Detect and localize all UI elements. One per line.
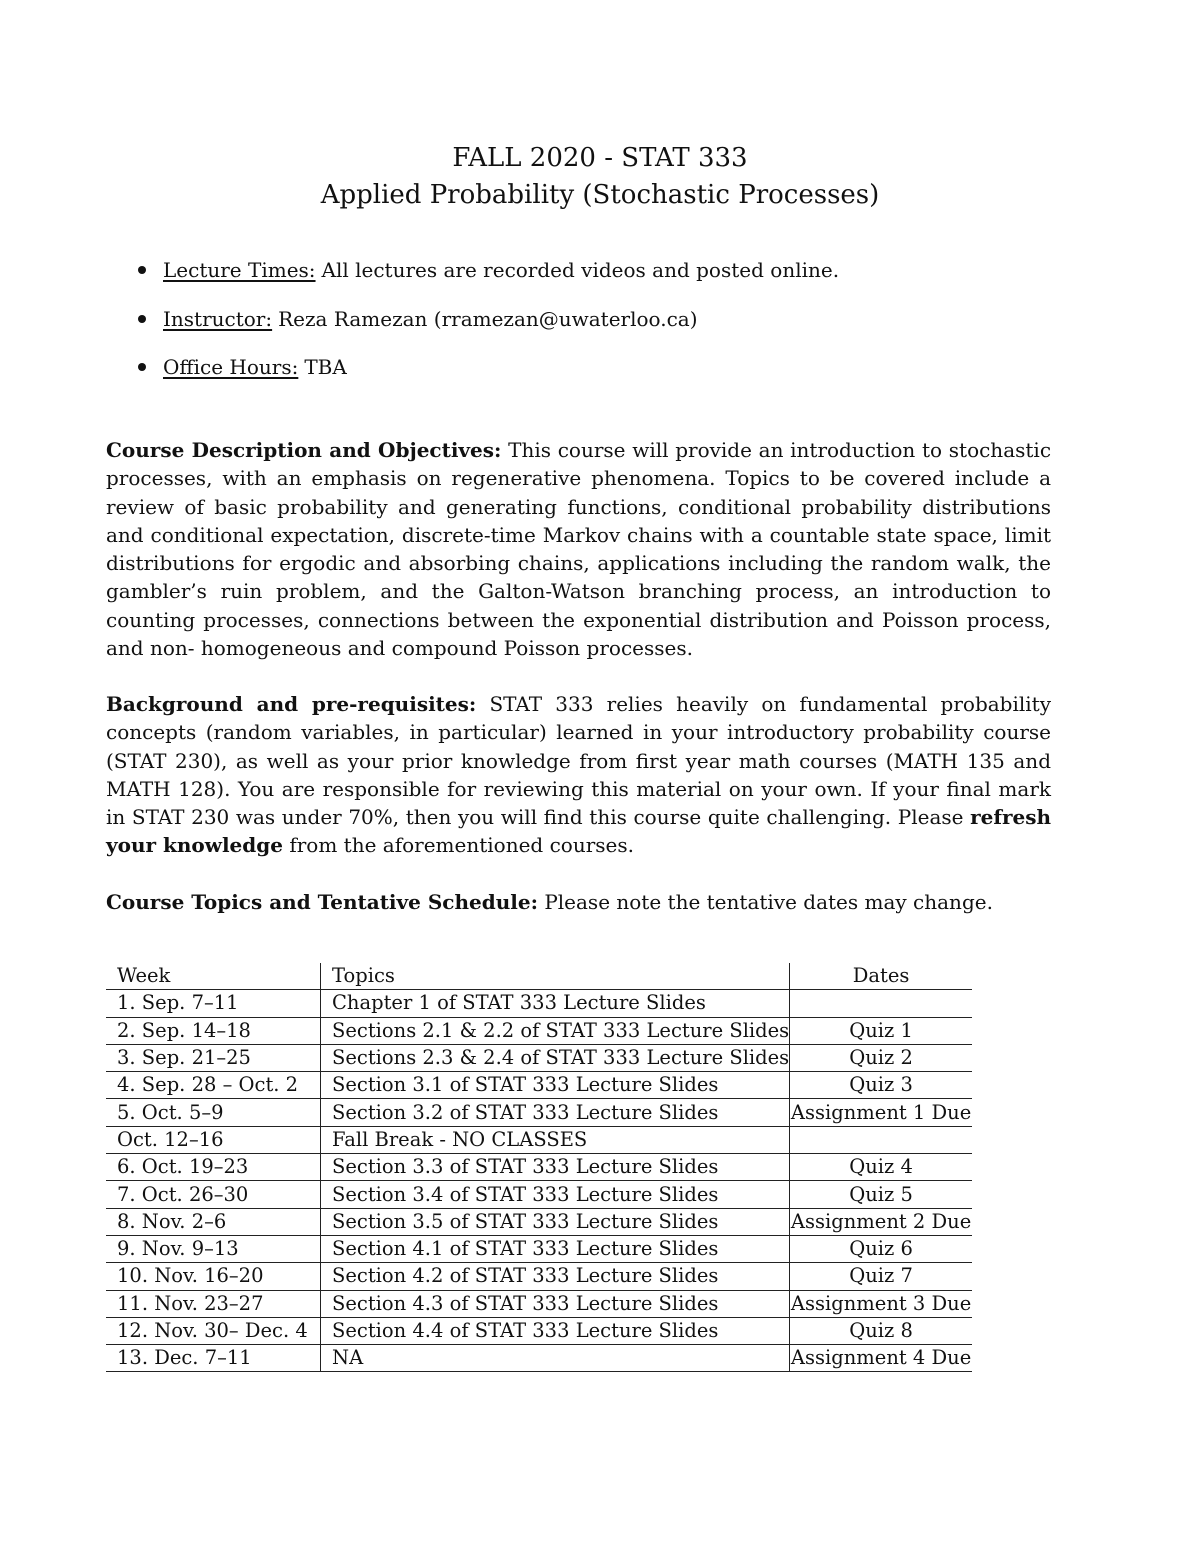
cell-week: 7. Oct. 26–30 — [106, 1181, 321, 1208]
course-code-title: FALL 2020 - STAT 333 — [452, 143, 748, 173]
cell-week: 11. Nov. 23–27 — [106, 1290, 321, 1317]
cell-topic: Sections 2.3 & 2.4 of STAT 333 Lecture Slides — [321, 1044, 790, 1071]
cell-week: 13. Dec. 7–11 — [106, 1345, 321, 1372]
course-description-paragraph — [106, 436, 1051, 662]
cell-date: Quiz 8 — [790, 1317, 972, 1344]
header-dates: Dates — [790, 963, 972, 990]
cell-week: 6. Oct. 19–23 — [106, 1154, 321, 1181]
bullet-icon — [138, 266, 146, 274]
cell-date: Assignment 3 Due — [790, 1290, 972, 1317]
info-value: Reza Ramezan (rramezan@uwaterloo.ca) — [278, 306, 698, 331]
cell-topic: Sections 2.1 & 2.2 of STAT 333 Lecture Slides — [321, 1017, 790, 1044]
table-header-row — [106, 963, 972, 990]
cell-week: 3. Sep. 21–25 — [106, 1044, 321, 1071]
cell-week: 2. Sep. 14–18 — [106, 1017, 321, 1044]
table-row — [106, 1072, 972, 1099]
cell-week: 4. Sep. 28 – Oct. 2 — [106, 1072, 321, 1099]
info-item-instructor — [135, 303, 839, 352]
cell-topic: NA — [321, 1345, 790, 1372]
cell-topic: Section 3.1 of STAT 333 Lecture Slides — [321, 1072, 790, 1099]
cell-date: Assignment 4 Due — [790, 1345, 972, 1372]
cell-topic: Section 4.3 of STAT 333 Lecture Slides — [321, 1290, 790, 1317]
cell-date: Assignment 2 Due — [790, 1208, 972, 1235]
cell-week: 10. Nov. 16–20 — [106, 1263, 321, 1290]
description-heading: Course Description and Objectives: — [106, 438, 502, 462]
table-row — [106, 990, 972, 1017]
background-heading: Background and pre-requisites: — [106, 692, 477, 716]
info-item-office-hours — [135, 351, 839, 400]
cell-week: 12. Nov. 30– Dec. 4 — [106, 1317, 321, 1344]
cell-topic: Fall Break - NO CLASSES — [321, 1126, 790, 1153]
bullet-icon — [138, 315, 146, 323]
background-text: STAT 333 relies heavily on fundamental probability concepts (random variables, in particular) learned in your introductory probability course (STAT 230), as well as your prior knowledge from first year math courses (MATH 135 and MATH 128). You are responsible for reviewing this material on your own. If your final mark in STAT 230 was under 70%, then you will find this course quite challenging. Please — [106, 692, 1051, 830]
course-info-list — [135, 254, 839, 400]
background-paragraph — [106, 690, 1051, 860]
table-row — [106, 1181, 972, 1208]
cell-date — [790, 990, 972, 1017]
cell-topic: Chapter 1 of STAT 333 Lecture Slides — [321, 990, 790, 1017]
cell-date: Quiz 2 — [790, 1044, 972, 1071]
cell-date: Quiz 4 — [790, 1154, 972, 1181]
table-row — [106, 1126, 972, 1153]
table-row — [106, 1317, 972, 1344]
cell-date — [790, 1126, 972, 1153]
table-row — [106, 1017, 972, 1044]
background-emphasis: refresh your knowledge — [106, 805, 1052, 858]
table-row — [106, 1208, 972, 1235]
cell-date: Quiz 7 — [790, 1263, 972, 1290]
cell-week: 8. Nov. 2–6 — [106, 1208, 321, 1235]
cell-topic: Section 4.2 of STAT 333 Lecture Slides — [321, 1263, 790, 1290]
cell-date: Quiz 5 — [790, 1181, 972, 1208]
schedule-intro-paragraph — [106, 888, 1051, 916]
bullet-icon — [138, 363, 146, 371]
info-label: Instructor: — [163, 306, 273, 331]
cell-date: Quiz 6 — [790, 1235, 972, 1262]
table-row — [106, 1235, 972, 1262]
table-row — [106, 1044, 972, 1071]
table-row — [106, 1345, 972, 1372]
cell-topic: Section 4.4 of STAT 333 Lecture Slides — [321, 1317, 790, 1344]
info-value: All lectures are recorded videos and posted online. — [321, 258, 840, 282]
document-title — [0, 140, 1200, 214]
schedule-intro-text: Please note the tentative dates may change. — [544, 890, 993, 914]
table-row — [106, 1154, 972, 1181]
info-label: Lecture Times: — [163, 258, 316, 282]
cell-topic: Section 3.4 of STAT 333 Lecture Slides — [321, 1181, 790, 1208]
cell-topic: Section 3.3 of STAT 333 Lecture Slides — [321, 1154, 790, 1181]
cell-date: Assignment 1 Due — [790, 1099, 972, 1126]
cell-date: Quiz 1 — [790, 1017, 972, 1044]
cell-week: Oct. 12–16 — [106, 1126, 321, 1153]
table-row — [106, 1263, 972, 1290]
cell-week: 1. Sep. 7–11 — [106, 990, 321, 1017]
cell-week: 5. Oct. 5–9 — [106, 1099, 321, 1126]
background-tail: from the aforementioned courses. — [289, 833, 634, 858]
header-week: Week — [106, 963, 321, 990]
cell-week: 9. Nov. 9–13 — [106, 1235, 321, 1262]
description-text: This course will provide an introduction to stochastic processes, with an emphasis on regenerative phenomena. Topics to be covered include a review of basic probability and generating functions, conditional probability distributions and conditional expectation, discrete-time Markov chains with a countable state space, limit distributions for ergodic and absorbing chains, applications including the random walk, the gambler’s ruin problem, and the Galton-Watson branching process, an introduction to counting processes, connections between the exponential distribution and Poisson process, and non- homogeneous and compound Poisson processes. — [106, 438, 1052, 661]
schedule-heading: Course Topics and Tentative Schedule: — [106, 890, 538, 914]
table-row — [106, 1290, 972, 1317]
schedule-table — [106, 963, 972, 1372]
course-name-title: Applied Probability (Stochastic Processes) — [320, 180, 880, 210]
cell-date: Quiz 3 — [790, 1072, 972, 1099]
cell-topic: Section 3.2 of STAT 333 Lecture Slides — [321, 1099, 790, 1126]
header-topics: Topics — [321, 963, 790, 990]
table-row — [106, 1099, 972, 1126]
info-label: Office Hours: — [163, 355, 299, 379]
info-item-lecture-times — [135, 254, 839, 303]
cell-topic: Section 4.1 of STAT 333 Lecture Slides — [321, 1235, 790, 1262]
cell-topic: Section 3.5 of STAT 333 Lecture Slides — [321, 1208, 790, 1235]
info-value: TBA — [304, 355, 347, 379]
